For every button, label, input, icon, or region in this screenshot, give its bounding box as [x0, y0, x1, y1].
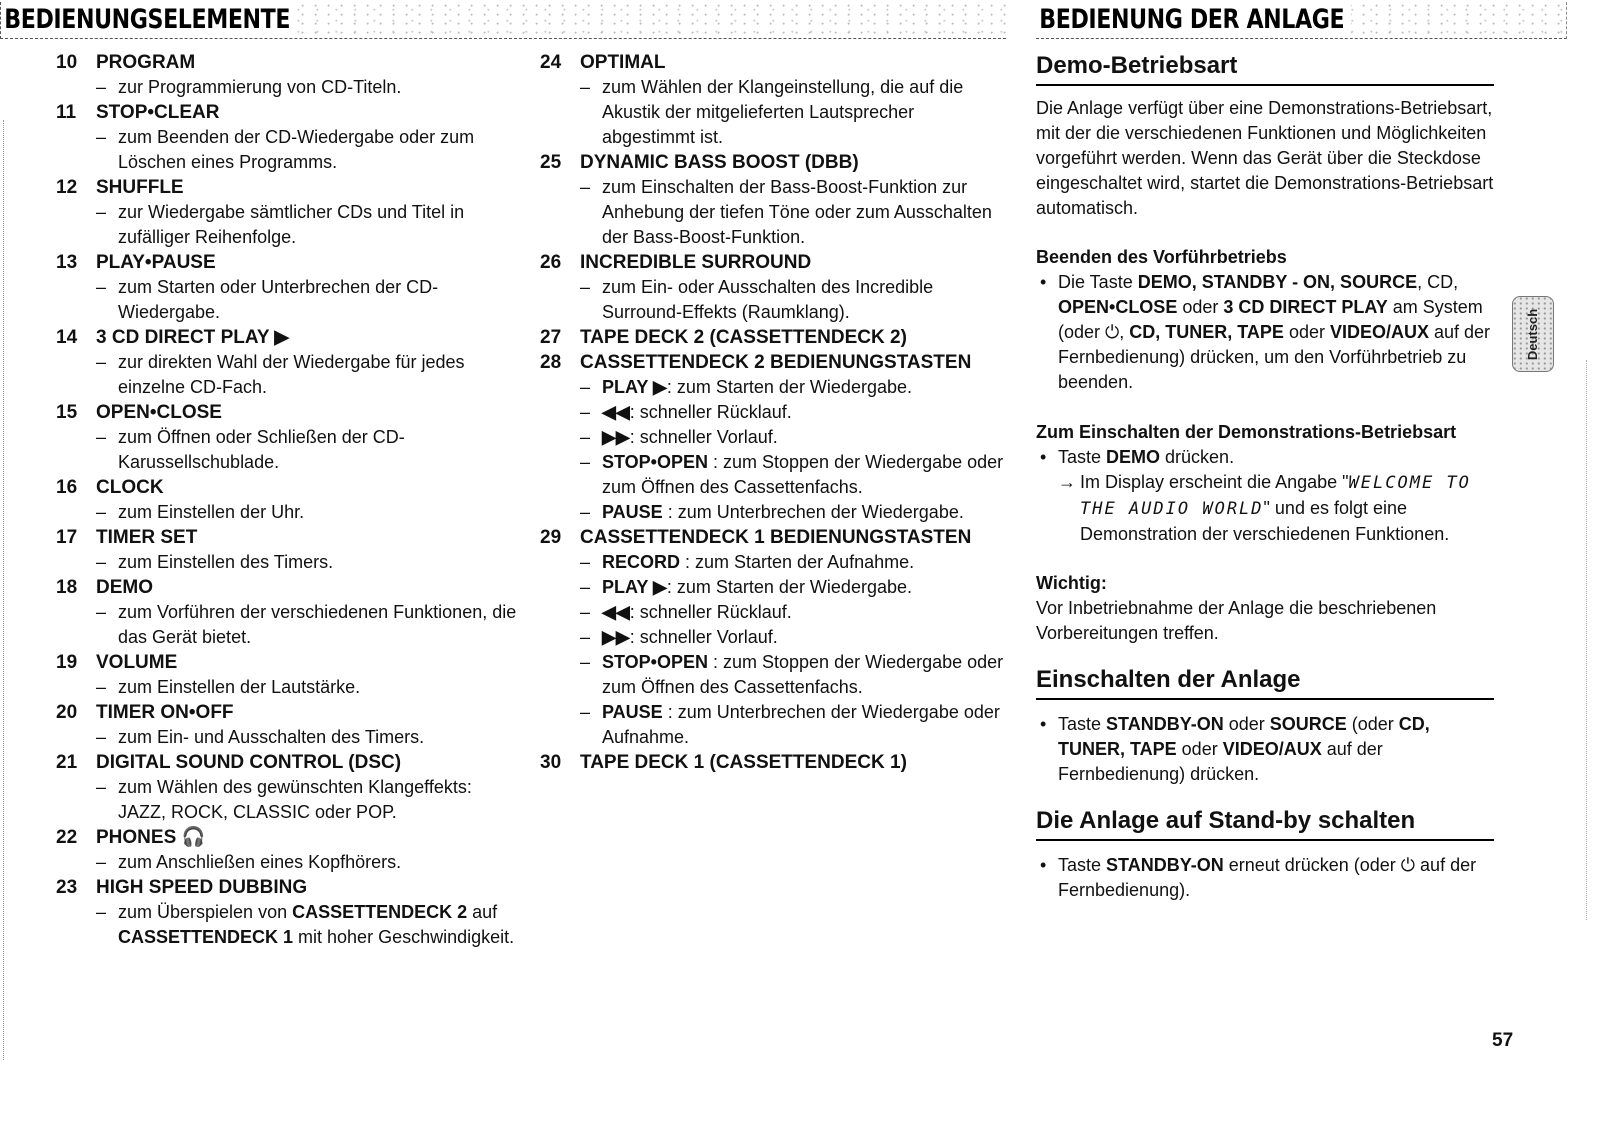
header-right-title: BEDIENUNG DER ANLAGE	[1036, 2, 1351, 38]
control-name: DEMO	[96, 577, 153, 598]
demo-on-heading: Zum Einschalten der Demonstrations-Betriebsart	[1036, 422, 1457, 442]
control-item-23	[50, 875, 520, 950]
control-item-21	[50, 750, 520, 825]
control-number: 27	[540, 327, 562, 348]
control-name: DIGITAL SOUND CONTROL (DSC)	[96, 752, 402, 773]
control-item-18	[50, 575, 520, 650]
control-description: – zum Wählen der Klangeinstellung, die auf die Akustik der mitgelieferten Lautsprecher abgestimmt ist.	[580, 77, 964, 147]
control-description: – zum Ein- oder Ausschalten des Incredible Surround-Effekts (Raumklang).	[580, 277, 934, 322]
control-number: 16	[56, 477, 78, 498]
header-left-title: BEDIENUNGSELEMENTE	[1, 2, 297, 38]
header-left-band	[0, 2, 1006, 39]
control-number: 22	[56, 827, 78, 848]
tape-button-item: – STOP•OPEN : zum Stoppen der Wiedergabe oder zum Öffnen des Cassettenfachs.	[580, 452, 1004, 497]
control-item-10	[50, 50, 520, 100]
control-item-15	[50, 400, 520, 475]
control-name: PHONES 🎧	[96, 827, 206, 848]
control-description: – zum Einschalten der Bass-Boost-Funktion zur Anhebung der tiefen Töne oder zum Ausschalten der Bass-Boost-Funktion.	[580, 177, 992, 247]
control-name: TAPE DECK 2 (CASSETTENDECK 2)	[580, 327, 907, 348]
control-item-25	[534, 150, 1004, 250]
control-name: CLOCK	[96, 477, 164, 498]
control-number: 21	[56, 752, 78, 773]
control-number: 19	[56, 652, 78, 673]
einschalten-instruction: • Taste STANDBY-ON oder SOURCE (oder CD, TUNER, TAPE oder VIDEO/AUX auf der Fernbedienung) drücken.	[1040, 714, 1430, 784]
control-description: – zum Wählen des gewünschten Klangeffekts: JAZZ, ROCK, CLASSIC oder POP.	[96, 777, 472, 822]
control-number: 29	[540, 527, 562, 548]
language-tab-label: Deutsch	[1525, 308, 1541, 360]
tape-button-item: – PLAY ▶: zum Starten der Wiedergabe.	[580, 377, 912, 397]
tape-button-key: ▶▶	[602, 427, 630, 447]
control-number: 30	[540, 752, 562, 773]
control-description: – zur Programmierung von CD-Titeln.	[96, 77, 402, 97]
tape-button-item: – PAUSE : zum Unterbrechen der Wiedergabe oder Aufnahme.	[580, 702, 1000, 747]
control-description: – zur Wiedergabe sämtlicher CDs und Titel in zufälliger Reihenfolge.	[96, 202, 465, 247]
tape-button-key: RECORD	[602, 552, 681, 572]
arrow-right-icon: →	[1058, 472, 1076, 492]
control-name: STOP•CLEAR	[96, 102, 220, 123]
control-number: 20	[56, 702, 78, 723]
control-name: TIMER SET	[96, 527, 198, 548]
control-description: – zum Einstellen der Uhr.	[96, 502, 305, 522]
control-item-29	[534, 525, 1004, 750]
control-number: 10	[56, 52, 78, 73]
control-description: – zum Ein- und Ausschalten des Timers.	[96, 727, 425, 747]
right-margin-marks	[1586, 360, 1593, 920]
demo-end-instruction: • Die Taste DEMO, STANDBY - ON, SOURCE, CD, OPEN•CLOSE oder 3 CD DIRECT PLAY am System (oder ⏻, CD, TUNER, TAPE oder VIDEO/AUX auf der Fernbedienung) drücken, um den Vorführbetrieb zu beenden.	[1040, 272, 1491, 392]
control-item-26	[534, 250, 1004, 325]
control-name: PROGRAM	[96, 52, 196, 73]
control-item-11	[50, 100, 520, 175]
tape-button-key: PLAY ▶	[602, 577, 667, 597]
control-number: 13	[56, 252, 78, 273]
controls-column-1	[50, 50, 520, 950]
left-margin-marks	[3, 120, 18, 1060]
demo-on-instruction: • Taste DEMO drücken.	[1040, 447, 1235, 467]
control-description: – zum Einstellen der Lautstärke.	[96, 677, 361, 697]
tape-button-key: ▶▶	[602, 627, 630, 647]
controls-column-2	[534, 50, 1004, 775]
control-number: 18	[56, 577, 78, 598]
operation-column	[1036, 50, 1494, 903]
control-description: – zum Anschließen eines Kopfhörers.	[96, 852, 402, 872]
control-item-12	[50, 175, 520, 250]
control-name: HIGH SPEED DUBBING	[96, 877, 308, 898]
tape-button-key: PAUSE	[602, 502, 663, 522]
wichtig-text: Vor Inbetriebnahme der Anlage die beschriebenen Vorbereitungen treffen.	[1036, 598, 1437, 643]
tape-button-key: ◀◀	[602, 602, 630, 622]
control-number: 12	[56, 177, 78, 198]
control-name: DYNAMIC BASS BOOST (DBB)	[580, 152, 859, 173]
control-description: – zum Öffnen oder Schließen der CD-Karussellschublade.	[96, 427, 405, 472]
control-number: 24	[540, 52, 562, 73]
control-name: OPEN•CLOSE	[96, 402, 222, 423]
control-name: INCREDIBLE SURROUND	[580, 252, 812, 273]
tape-button-item: – STOP•OPEN : zum Stoppen der Wiedergabe oder zum Öffnen des Cassettenfachs.	[580, 652, 1004, 697]
tape-button-item: – RECORD : zum Starten der Aufnahme.	[580, 552, 915, 572]
tape-button-key: STOP•OPEN	[602, 452, 708, 472]
tape-button-key: PAUSE	[602, 702, 663, 722]
control-name: 3 CD DIRECT PLAY ▶	[96, 327, 290, 348]
control-description: – zur direkten Wahl der Wiedergabe für jedes einzelne CD-Fach.	[96, 352, 465, 397]
control-number: 28	[540, 352, 562, 373]
control-item-28	[534, 350, 1004, 525]
tape-button-item: – ◀◀: schneller Rücklauf.	[580, 602, 792, 622]
tape-button-item: – ▶▶: schneller Vorlauf.	[580, 427, 778, 447]
standby-instruction: • Taste STANDBY-ON erneut drücken (oder ⏻ auf der Fernbedienung).	[1040, 855, 1477, 900]
control-number: 15	[56, 402, 78, 423]
demo-end-heading: Beenden des Vorführbetriebs	[1036, 247, 1287, 267]
header-right-band	[1036, 2, 1567, 39]
control-item-13	[50, 250, 520, 325]
control-number: 14	[56, 327, 78, 348]
wichtig-heading: Wichtig:	[1036, 573, 1107, 593]
demo-on-result: → Im Display erscheint die Angabe "WELCOME TO THE AUDIO WORLD" und es folgt eine Demonstration der verschiedenen Funktionen.	[1058, 472, 1471, 544]
control-item-27	[534, 325, 1004, 350]
control-name: OPTIMAL	[580, 52, 666, 73]
control-item-16	[50, 475, 520, 525]
einschalten-section-title: Einschalten der Anlage	[1036, 664, 1494, 700]
control-item-22	[50, 825, 520, 875]
tape-button-item: – PLAY ▶: zum Starten der Wiedergabe.	[580, 577, 912, 597]
language-tab	[1512, 296, 1554, 372]
demo-intro-text: Die Anlage verfügt über eine Demonstrations-Betriebsart, mit der die verschiedenen Funktionen und Möglichkeiten vorgeführt werden. Wenn das Gerät über die Steckdose eingeschaltet wird, startet die Demonstrations-Betriebsart automatisch.	[1036, 98, 1494, 218]
tape-button-key: PLAY ▶	[602, 377, 667, 397]
control-name: TAPE DECK 1 (CASSETTENDECK 1)	[580, 752, 907, 773]
demo-section-title: Demo-Betriebsart	[1036, 50, 1494, 86]
control-description: – zum Beenden der CD-Wiedergabe oder zum Löschen eines Programms.	[96, 127, 475, 172]
control-description: – zum Starten oder Unterbrechen der CD-Wiedergabe.	[96, 277, 439, 322]
control-name: CASSETTENDECK 1 BEDIENUNGSTASTEN	[580, 527, 972, 548]
control-number: 26	[540, 252, 562, 273]
control-number: 11	[56, 102, 77, 123]
control-name: CASSETTENDECK 2 BEDIENUNGSTASTEN	[580, 352, 972, 373]
tape-button-item: – ◀◀: schneller Rücklauf.	[580, 402, 792, 422]
control-name: VOLUME	[96, 652, 178, 673]
control-description: – zum Einstellen des Timers.	[96, 552, 334, 572]
control-item-20	[50, 700, 520, 750]
tape-button-key: STOP•OPEN	[602, 652, 708, 672]
tape-button-key: ◀◀	[602, 402, 630, 422]
control-name: PLAY•PAUSE	[96, 252, 216, 273]
tape-button-item: – ▶▶: schneller Vorlauf.	[580, 627, 778, 647]
page-number: 57	[1492, 1030, 1514, 1051]
control-name: TIMER ON•OFF	[96, 702, 234, 723]
control-item-19	[50, 650, 520, 700]
control-item-30	[534, 750, 1004, 775]
control-item-14	[50, 325, 520, 400]
control-number: 25	[540, 152, 562, 173]
control-name: SHUFFLE	[96, 177, 184, 198]
control-description: – zum Überspielen von CASSETTENDECK 2 auf CASSETTENDECK 1 mit hoher Geschwindigkeit.	[96, 902, 515, 947]
control-item-17	[50, 525, 520, 575]
control-number: 23	[56, 877, 78, 898]
control-item-24	[534, 50, 1004, 150]
display-text: WELCOME TO THE AUDIO WORLD	[1080, 473, 1471, 519]
control-description: – zum Vorführen der verschiedenen Funktionen, die das Gerät bietet.	[96, 602, 517, 647]
tape-button-item: – PAUSE : zum Unterbrechen der Wiedergabe.	[580, 502, 964, 522]
control-number: 17	[56, 527, 78, 548]
standby-section-title: Die Anlage auf Stand-by schalten	[1036, 805, 1494, 841]
